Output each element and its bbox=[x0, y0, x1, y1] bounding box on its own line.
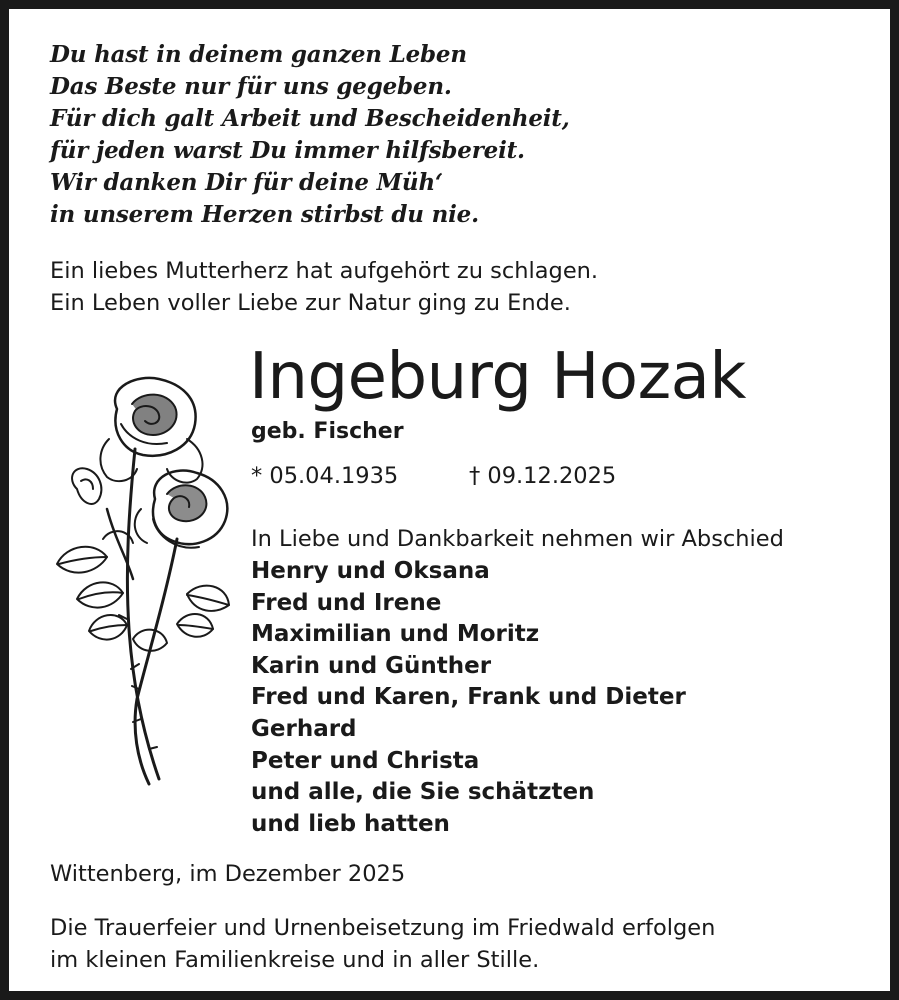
mourners-list bbox=[251, 556, 686, 840]
ceremony-line: im kleinen Familienkreise und in aller Stille. bbox=[50, 947, 540, 973]
intro-line: Ein Leben voller Liebe zur Natur ging zu Ende. bbox=[50, 290, 571, 316]
farewell-text: In Liebe und Dankbarkeit nehmen wir Abschied bbox=[251, 526, 784, 552]
poem-line: Wir danken Dir für deine Müh‘ bbox=[50, 169, 443, 196]
roses-illustration-icon bbox=[37, 369, 237, 809]
place-date: Wittenberg, im Dezember 2025 bbox=[50, 861, 406, 887]
mourner-line: Henry und Oksana bbox=[251, 558, 490, 584]
mourner-line: Maximilian und Moritz bbox=[251, 621, 540, 648]
mourner-line: Karin und Günther bbox=[251, 652, 492, 679]
life-dates bbox=[251, 463, 617, 489]
deceased-name: Ingeburg Hozak bbox=[249, 340, 746, 414]
mourner-line: Fred und Irene bbox=[251, 589, 442, 616]
ceremony-note bbox=[50, 912, 715, 976]
poem-line: für jeden warst Du immer hilfsbereit. bbox=[50, 137, 525, 164]
maiden-name: geb. Fischer bbox=[251, 419, 404, 444]
birth-date: * 05.04.1935 bbox=[251, 463, 399, 489]
poem-line: in unserem Herzen stirbst du nie. bbox=[50, 201, 479, 228]
mourner-line: Fred und Karen, Frank und Dieter bbox=[251, 684, 686, 711]
poem-line: Für dich galt Arbeit und Bescheidenheit, bbox=[50, 105, 570, 132]
intro-text bbox=[50, 255, 598, 319]
mourner-line: und alle, die Sie schätzten bbox=[251, 779, 595, 806]
poem-line: Das Beste nur für uns gegeben. bbox=[50, 73, 452, 100]
poem bbox=[50, 39, 570, 231]
poem-line: Du hast in deinem ganzen Leben bbox=[50, 41, 467, 68]
death-date: † 09.12.2025 bbox=[469, 463, 617, 489]
mourner-line: Peter und Christa bbox=[251, 747, 480, 774]
intro-line: Ein liebes Mutterherz hat aufgehört zu schlagen. bbox=[50, 258, 599, 284]
ceremony-line: Die Trauerfeier und Urnenbeisetzung im Friedwald erfolgen bbox=[50, 915, 716, 941]
mourner-line: Gerhard bbox=[251, 715, 357, 742]
mourner-line: und lieb hatten bbox=[251, 810, 450, 837]
